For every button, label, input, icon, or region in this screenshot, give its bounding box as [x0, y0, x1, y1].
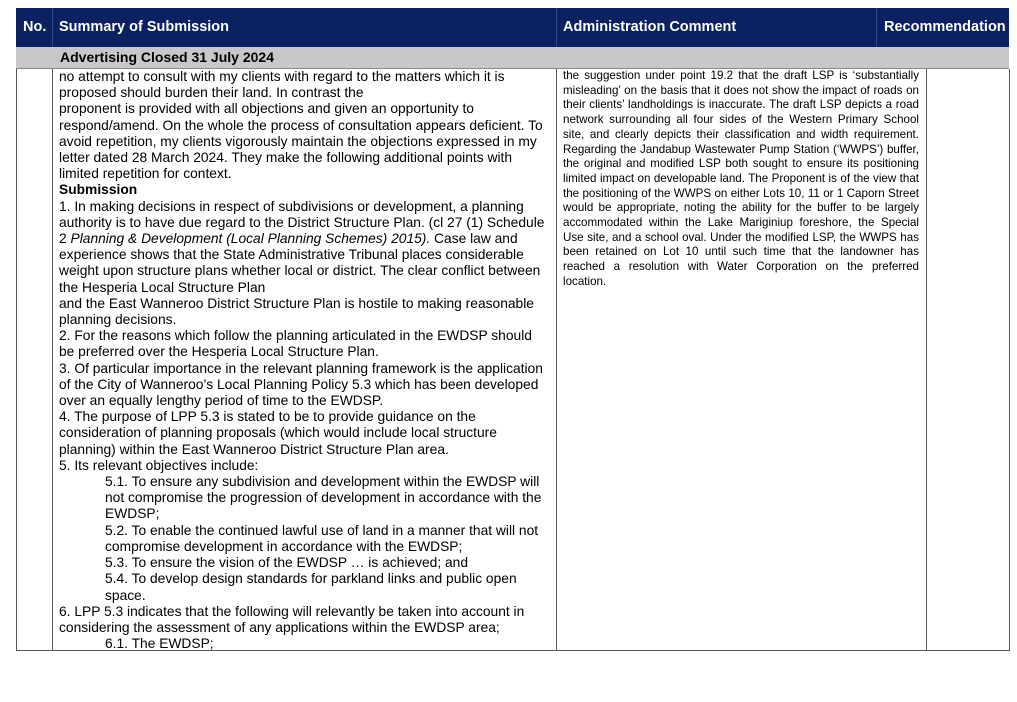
header-recommendation: Recommendation [884, 19, 1006, 35]
header-divider [876, 8, 877, 47]
group-title: Advertising Closed 31 July 2024 [60, 49, 274, 65]
summary-point-5: 5. Its relevant objectives include: [59, 457, 259, 473]
header-divider [52, 8, 53, 47]
summary-text: Case law and experience shows that the State Administrative Tribunal places considerable weight upon structure plans whether local or district. The clear conflict between the Hesperia Local Structure Plan [59, 231, 541, 295]
header-divider [556, 8, 557, 47]
table-header [16, 8, 1009, 47]
header-admin-comment: Administration Comment [563, 19, 737, 35]
summary-line: proposed should burden their land. In contrast the [59, 85, 364, 101]
group-row [16, 47, 1009, 69]
summary-point-5-4: 5.4. To develop design standards for parkland links and public open space. [105, 571, 517, 603]
admin-comment-cell [563, 69, 919, 290]
submission-heading: Submission [59, 182, 138, 198]
summary-point-4: 4. The purpose of LPP 5.3 is stated to be to provide guidance on the consideration of planning proposals (which would include local structure planning) within the East Wanneroo District Structure Plan area. [59, 409, 497, 457]
column-divider [926, 69, 927, 650]
summary-point-5-3: 5.3. To ensure the vision of the EWDSP … is achieved; and [105, 555, 469, 571]
summary-point-5-1: 5.1. To ensure any subdivision and development within the EWDSP will not compromise the progression of development in accordance with the EWDSP; [105, 474, 542, 522]
summary-line: no attempt to consult with my clients with regard to the matters which it is [59, 69, 505, 84]
summary-point-3: 3. Of particular importance in the relevant planning framework is the application of the City of Wanneroo’s Local Planning Policy 5.3 which has been developed over an equally lengthy period of time to the EWDSP. [59, 360, 543, 409]
summary-text: 1. In making decisions in respect of subdivisions or development, a planning authority is to have due regard to the District Structure Plan. (cl 27 (1) Schedule 2 [59, 198, 545, 247]
column-divider [52, 69, 53, 650]
summary-point-1 [59, 199, 549, 296]
header-summary: Summary of Submission [59, 19, 230, 35]
summary-point-1-cont: and the East Wanneroo District Structure Plan is hostile to making reasonable planning decisions. [59, 295, 534, 328]
summary-paragraph: proponent is provided with all objections and given an opportunity to respond/amend. On the whole the process of consultation appears deficient. To avoid repetition, my clients vigorously maintain the objections expressed in my letter dated 28 March 2024. They make the following additional points with limited repetition for context. [59, 101, 543, 182]
summary-cell [59, 69, 549, 652]
header-no: No. [23, 19, 47, 35]
summary-point-6-1: 6.1. The EWDSP; [105, 636, 214, 652]
summary-point-6: 6. LPP 5.3 indicates that the following will relevantly be taken into account in considering the assessment of any applications within the EWDSP area; [59, 603, 525, 635]
submissions-table [16, 8, 1009, 650]
column-divider [556, 69, 557, 650]
summary-citation: Planning & Development (Local Planning Schemes) 2015). [70, 231, 431, 247]
admin-comment-text: the suggestion under point 19.2 that the draft LSP is ‘substantially misleading’ on the basis that it does not show the impact of roads on their clients’ landholdings is inaccurate. The draft LSP depicts a road network surrounding all four sides of the Western Primary School site, and clearly depicts their classification and width requirement. Regarding the Jandabup Wastewater Pump Station (‘WWPS’) buffer, the original and modified LSP both sought to ensure its positioning limited impact on developable land. The Proponent is of the view that the positioning of the WWPS on either Lots 10, 11 or 1 Caporn Street would be appropriate, noting the ability for the buffer to be largely accommodated within the Lake Mariginiup foreshore, the Special Use site, and a school oval. Under the modified LSP, the WWPS has been retained on Lot 10 until such time that the landowner has reached a resolution with Water Corporation on the preferred location. [563, 69, 919, 288]
summary-point-2: 2. For the reasons which follow the planning articulated in the EWDSP should be preferred over the Hesperia Local Structure Plan. [59, 328, 532, 360]
summary-point-5-2: 5.2. To enable the continued lawful use of land in a manner that will not compromise development in accordance with the EWDSP; [105, 522, 539, 554]
